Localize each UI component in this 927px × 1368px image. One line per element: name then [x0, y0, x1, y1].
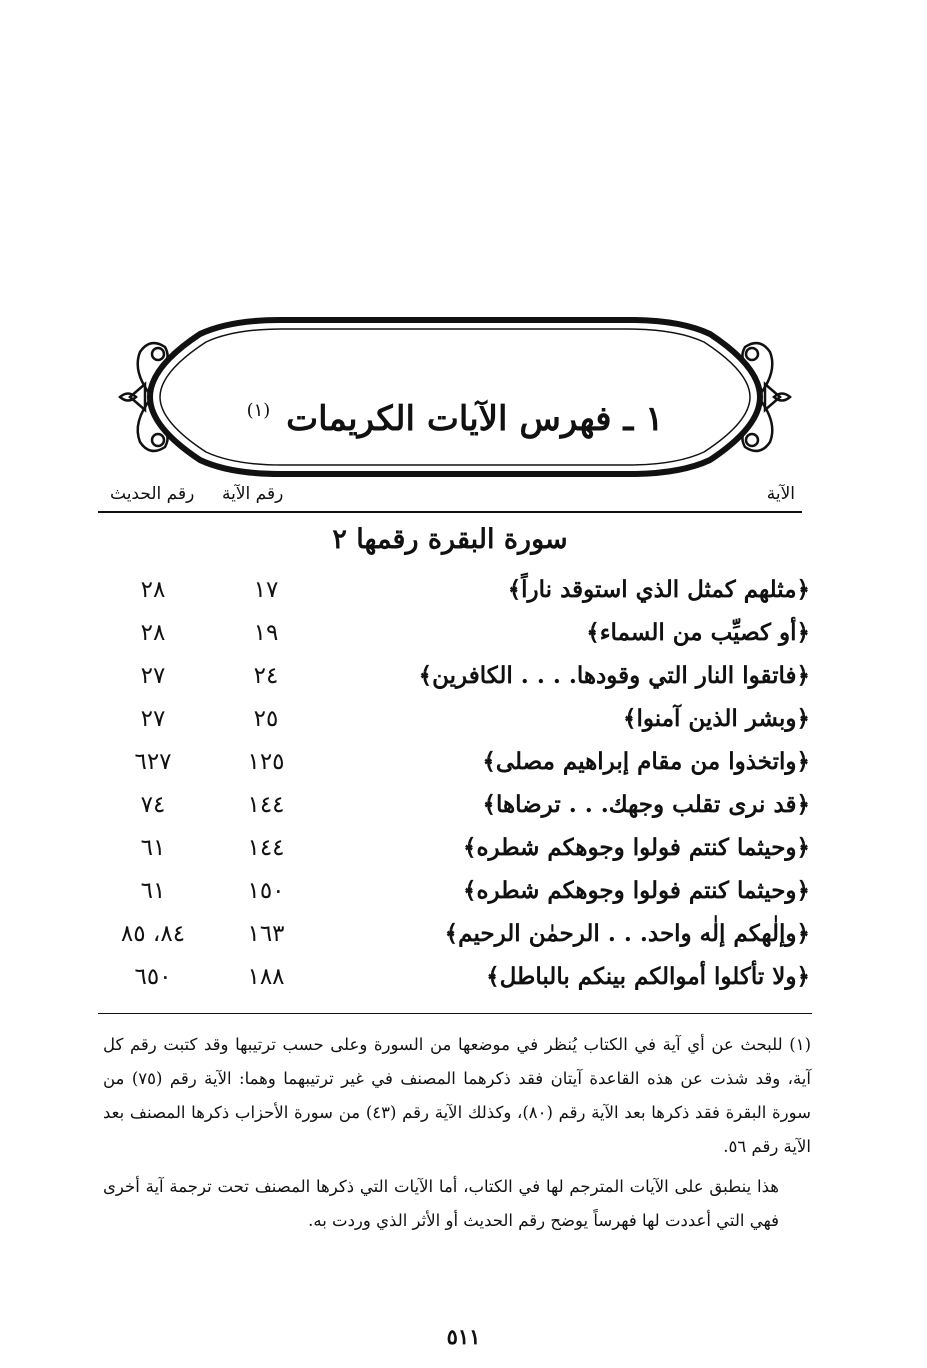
verse-number: ١٤٤ [247, 792, 285, 818]
index-row [98, 871, 810, 911]
page-title [190, 388, 720, 442]
hadith-number: ٢٧ [140, 663, 166, 689]
verse-number: ١٩ [253, 620, 279, 646]
verse-text: ﴿وحيثما كنتم فولوا وجوهكم شطره﴾ [462, 877, 810, 904]
header-hadith-number: رقم الحديث [110, 484, 195, 504]
verse-number: ١٢٥ [247, 749, 285, 775]
title-text: ١ ـ فهرس الآيات الكريمات [286, 399, 664, 439]
index-row [98, 785, 810, 825]
verse-text: ﴿ولا تأكلوا أموالكم بينكم بالباطل﴾ [486, 963, 810, 990]
hadith-number: ٦٢٧ [134, 749, 172, 775]
index-row [98, 699, 810, 739]
verse-text: ﴿وإلٰهكم إلٰه واحد. . . الرحمٰن الرحيم﴾ [444, 920, 810, 947]
verse-number: ١٨٨ [247, 964, 285, 990]
verse-text: ﴿وحيثما كنتم فولوا وجوهكم شطره﴾ [462, 834, 810, 861]
index-row [98, 914, 810, 954]
verse-number: ٢٤ [253, 663, 279, 689]
hadith-number: ٦٥٠ [134, 964, 172, 990]
verse-number: ١٦٣ [247, 921, 285, 947]
verse-text: ﴿مثلهم كمثل الذي استوقد ناراً﴾ [507, 576, 810, 603]
hadith-number: ٢٨ [140, 620, 166, 646]
hadith-number: ٨٤، ٨٥ [120, 921, 186, 947]
footnote-paragraph [103, 1028, 811, 1164]
verse-text: ﴿وبشر الذين آمنوا﴾ [623, 705, 810, 732]
hadith-number: ٦١ [140, 878, 166, 904]
verse-text: ﴿فاتقوا النار التي وقودها. . . . الكافرين﴾ [418, 662, 810, 689]
footnote-divider [98, 1013, 812, 1014]
footnote [103, 1028, 811, 1238]
hadith-number: ٦١ [140, 835, 166, 861]
index-row [98, 656, 810, 696]
index-row [98, 570, 810, 610]
verse-text: ﴿أو كصيِّب من السماء﴾ [586, 619, 810, 646]
hadith-number: ٢٧ [140, 706, 166, 732]
hadith-number: ٢٨ [140, 577, 166, 603]
hadith-number: ٧٤ [140, 792, 166, 818]
verse-number: ١٤٤ [247, 835, 285, 861]
footnote-paragraph: هذا ينطبق على الآيات المترجم لها في الكتاب، أما الآيات التي ذكرها المصنف تحت ترجمة آية أخرى فهي التي أعددت لها فهرساً يوضح رقم الحديث أو الأثر الذي وردت به. [103, 1177, 779, 1230]
page-number: ٥١١ [446, 1324, 481, 1349]
index-row [98, 613, 810, 653]
footnote-text: للبحث عن أي آية في الكتاب يُنظر في موضعها من السورة وعلى حسب ترتيبها وقد كتبت رقم كل آية، وقد شذت عن هذه القاعدة آيتان فقد ذكرهما المصنف في غير ترتيبهما وهما: الآية رقم (٧٥) من سورة البقرة فقد ذكرها بعد الآية رقم (٨٠)، وكذلك الآية رقم (٤٣) من سورة الأحزاب ذكرها المصنف بعد الآية رقم ٥٦. [103, 1035, 812, 1156]
verse-number: ١٧ [253, 577, 279, 603]
title-footnote-ref: (١) [246, 400, 271, 421]
index-row [98, 957, 810, 997]
verse-number: ٢٥ [253, 706, 279, 732]
verse-text: ﴿قد نرى تقلب وجهك. . . ترضاها﴾ [482, 791, 810, 818]
header-divider [98, 511, 802, 513]
surah-heading: سورة البقرة رقمها ٢ [332, 524, 568, 555]
header-verse-number: رقم الآية [222, 484, 284, 504]
footnote-marker: (١) [789, 1035, 811, 1054]
index-row [98, 828, 810, 868]
verse-number: ١٥٠ [247, 878, 285, 904]
index-row [98, 742, 810, 782]
verse-text: ﴿واتخذوا من مقام إبراهيم مصلى﴾ [482, 748, 810, 775]
header-verse: الآية [766, 484, 795, 504]
